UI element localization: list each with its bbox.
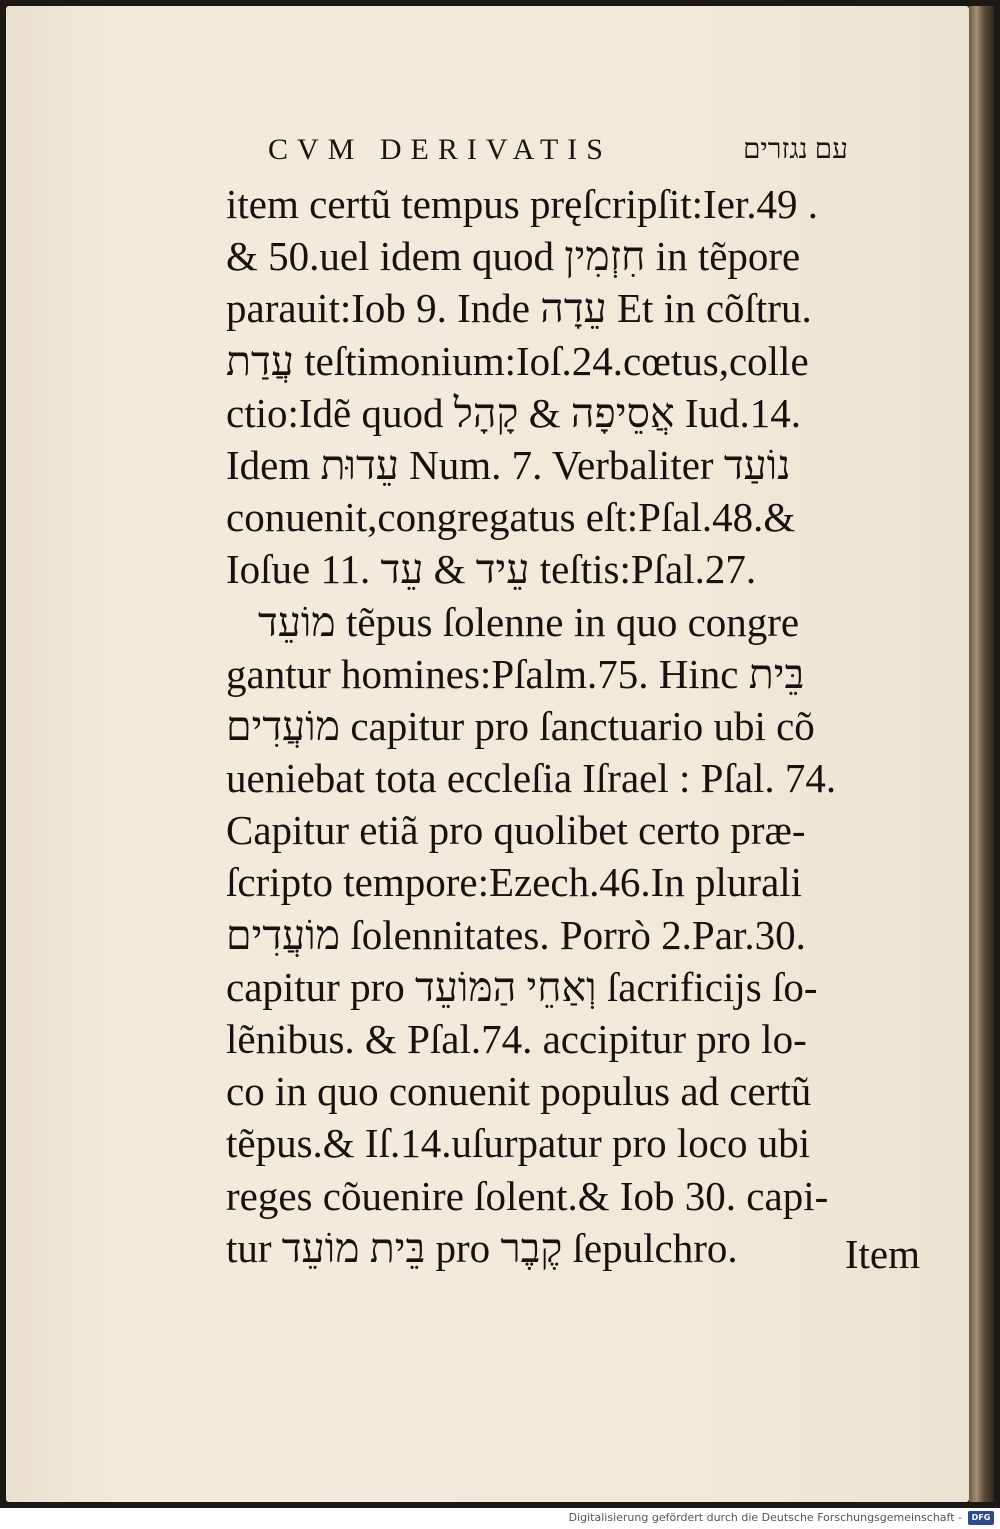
footer-bar <box>0 1508 1000 1529</box>
text-line: ſcripto tempore:Ezech.46.In plurali <box>226 859 803 906</box>
page-edge <box>969 6 994 1502</box>
text-line: ueniebat tota eccleſia Iſrael : Pſal. 74. <box>226 755 837 802</box>
dfg-logo: DFG <box>968 1511 994 1525</box>
text-line: lẽnibus. & Pſal.74. accipitur pro lo- <box>226 1016 807 1062</box>
text-line: ctio:Idẽ quod אֲסֵיפָה & קָהָל Iud.14. <box>226 389 801 436</box>
catchword: Item <box>844 1231 920 1277</box>
text-line: Capitur etiã pro quolibet certo præ- <box>226 807 806 854</box>
running-head-hebrew: עם נגזרים <box>742 134 848 165</box>
running-head <box>268 130 848 170</box>
text-line: מוֹעֲדִים capitur pro ſanctuario ubi cõ <box>226 702 815 749</box>
body-text <box>226 178 920 1274</box>
text-line: conuenit,congregatus eſt:Pſal.48.& <box>226 494 796 541</box>
text-line: gantur homines:Pſalm.75. Hinc בֵּית <box>226 650 805 697</box>
text-line: capitur pro וְאַחֵי הַמּוֹעֵד ſacrificijs ſo- <box>226 963 818 1010</box>
footer-credit: Digitalisierung gefördert durch die Deutsche Forschungsgemeinschaft - <box>568 1511 962 1524</box>
text-line: parauit:Iob 9. Inde עֵדָה Et in cõſtru. <box>226 285 812 332</box>
text-line: Idem עֵדוּת Num. 7. Verbaliter נוֹעַד <box>226 441 791 488</box>
text-line: reges cõuenire ſolent.& Iob 30. capi- <box>226 1172 829 1219</box>
text-line: tẽpus.& Iſ.14.uſurpatur pro loco ubi <box>226 1120 811 1167</box>
text-line: מוֹעֲדִים ſolennitates. Porrò 2.Par.30. <box>226 911 806 958</box>
text-line: עֲדַת teſtimonium:Ioſ.24.cœtus,colle <box>226 337 809 384</box>
running-head-latin: CVM DERIVATIS <box>268 133 612 166</box>
text-line: item certũ tempus pręſcripſit:Ier.49 . <box>226 181 819 227</box>
text-line: Ioſue 11. עֵיד & עֵד teſtis:Pſal.27. <box>226 546 757 593</box>
text-line: co in quo conuenit populus ad certũ <box>226 1068 812 1115</box>
text-line: tur בֵּית מוֹעֵד pro קֶבֶר ſepulchro. <box>226 1224 738 1271</box>
text-line: & 50.uel idem quod חִזְמִין in tẽpore <box>226 233 801 280</box>
text-line: מוֹעֵד tẽpus ſolenne in quo congre <box>258 598 800 645</box>
